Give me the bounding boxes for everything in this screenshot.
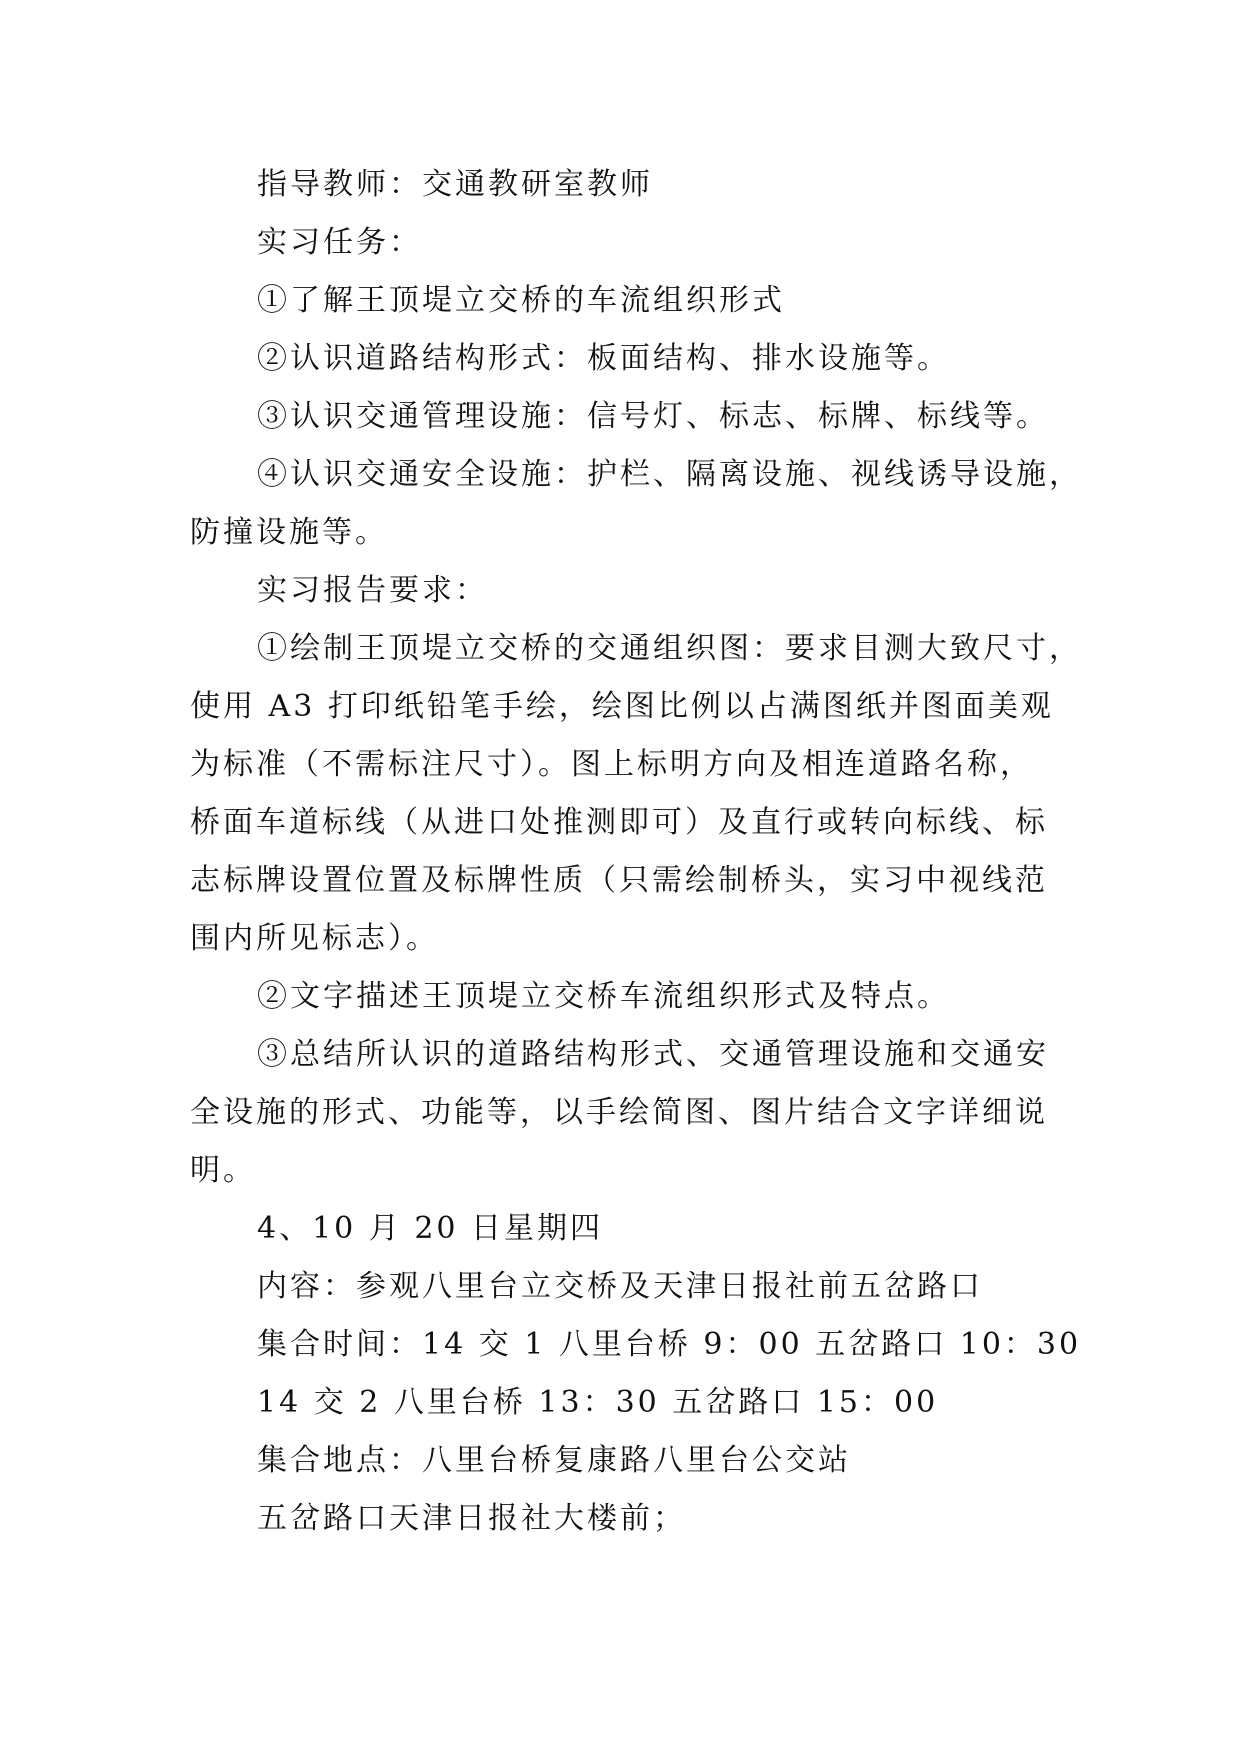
meeting-time-group-2: 14 交 2 八里台桥 13：30 五岔路口 15：00 — [257, 1385, 939, 1420]
report-item-2: ②文字描述王顶堤立交桥车流组织形式及特点。 — [257, 979, 950, 1014]
report-item-3-line-2: 全设施的形式、功能等，以手绘简图、图片结合文字详细说 — [190, 1095, 1048, 1130]
task-item-3: ③认识交通管理设施：信号灯、标志、标牌、标线等。 — [257, 399, 1049, 434]
advisor-line: 指导教师：交通教研室教师 — [257, 167, 653, 202]
report-item-1-line-3: 为标准（不需标注尺寸）。图上标明方向及相连道路名称， — [190, 747, 1033, 782]
task-item-1: ①了解王顶堤立交桥的车流组织形式 — [257, 283, 785, 318]
task-heading: 实习任务： — [257, 225, 422, 260]
meeting-time-group-1: 集合时间：14 交 1 八里台桥 9：00 五岔路口 10：30 — [257, 1327, 1082, 1362]
report-item-1-line-6: 围内所见标志）。 — [190, 921, 439, 956]
task-item-4-continued: 防撞设施等。 — [190, 515, 388, 550]
task-item-2: ②认识道路结构形式：板面结构、排水设施等。 — [257, 341, 950, 376]
report-item-1-line-5: 志标牌设置位置及标牌性质（只需绘制桥头，实习中视线范 — [190, 863, 1048, 898]
report-item-1: ①绘制王顶堤立交桥的交通组织图：要求目测大致尺寸， — [257, 631, 1082, 666]
visit-content: 内容：参观八里台立交桥及天津日报社前五岔路口 — [257, 1269, 983, 1304]
meeting-place-2: 五岔路口天津日报社大楼前； — [257, 1501, 686, 1536]
report-item-3: ③总结所认识的道路结构形式、交通管理设施和交通安 — [257, 1037, 1049, 1072]
report-heading: 实习报告要求： — [257, 573, 488, 608]
task-item-4: ④认识交通安全设施：护栏、隔离设施、视线诱导设施， — [257, 457, 1082, 492]
report-item-1-line-4: 桥面车道标线（从进口处推测即可）及直行或转向标线、标 — [190, 805, 1048, 840]
report-item-3-line-3: 明。 — [190, 1153, 256, 1188]
meeting-place-1: 集合地点：八里台桥复康路八里台公交站 — [257, 1443, 851, 1478]
report-item-1-line-2: 使用 A3 打印纸铅笔手绘，绘图比例以占满图纸并图面美观 — [190, 689, 1054, 724]
date-heading: 4、10 月 20 日星期四 — [257, 1211, 604, 1246]
